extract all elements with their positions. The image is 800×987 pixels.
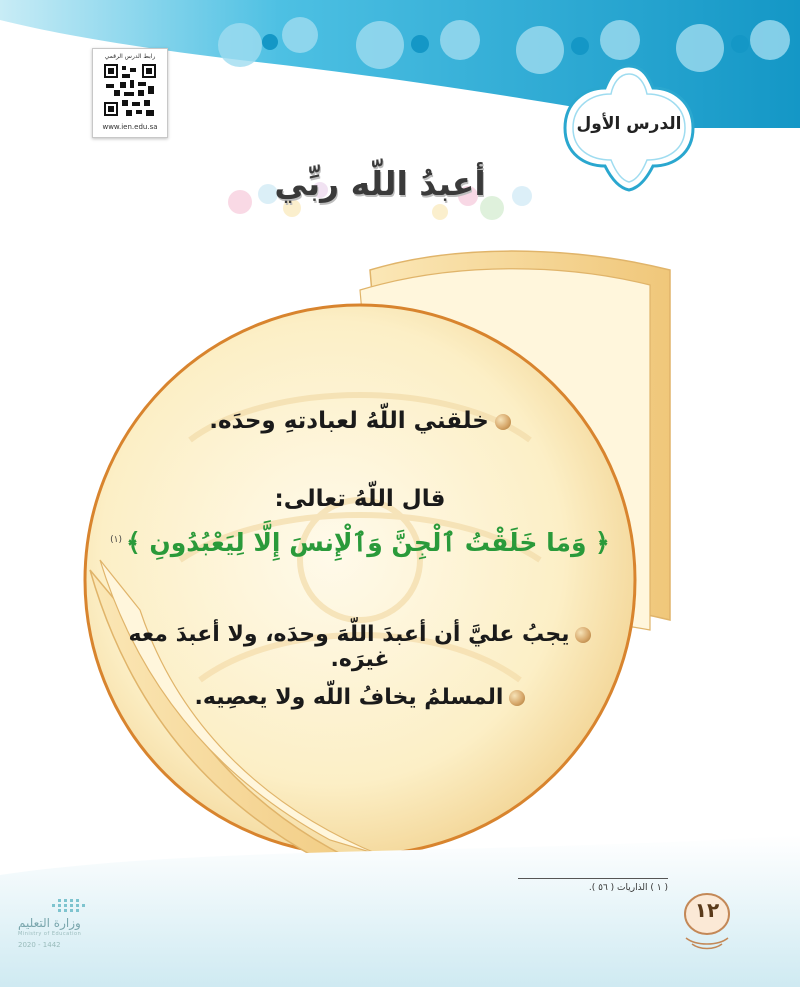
footnote-divider	[518, 878, 668, 879]
bullet-icon	[575, 627, 591, 643]
statement-3	[110, 685, 610, 710]
verse-intro: قال اللّهُ تعالى:	[274, 486, 446, 512]
statement-3-text: المسلمُ يخافُ اللّه ولا يعصِيه.	[194, 685, 504, 710]
qr-caption: رابط الدرس الرقمي	[104, 53, 156, 60]
statement-2	[110, 622, 610, 672]
quran-verse	[110, 528, 610, 557]
ministry-name-en: Ministry of Education	[18, 931, 82, 937]
ministry-logo-icon	[18, 897, 118, 917]
quran-verse-text: ﴿ وَمَا خَلَقْتُ ٱلْجِنَّ وَٱلْإِنسَ إِلَّا لِيَعْبُدُونِ ﴾	[126, 528, 610, 557]
verse-footnote-ref: (١)	[110, 534, 123, 545]
lesson-label: الدرس الأول	[576, 114, 682, 134]
page-number: ١٢	[694, 898, 720, 922]
statement-2-text: يجبُ عليَّ أن أعبدَ اللّهَ وحدَه، ولا أعبدَ معه غيرَه.	[128, 622, 570, 672]
qr-code-box[interactable]	[92, 48, 168, 138]
footnote: ( ١ ) الذاريات ( ٥٦ ).	[588, 883, 668, 893]
statement-1	[110, 408, 610, 434]
bullet-icon	[495, 414, 511, 430]
ministry-year: 2020 - 1442	[18, 941, 61, 949]
qr-url: www.ien.edu.sa	[102, 123, 158, 131]
ministry-name: وزارة التعليم	[18, 916, 81, 930]
lesson-title: أعبدُ اللّه ربِّي	[274, 164, 486, 203]
qr-code-icon[interactable]	[102, 62, 158, 118]
book-circle-illustration	[70, 240, 690, 890]
statement-1-text: خلقني اللّهُ لعبادتهِ وحدَه.	[209, 408, 489, 434]
bullet-icon	[509, 690, 525, 706]
